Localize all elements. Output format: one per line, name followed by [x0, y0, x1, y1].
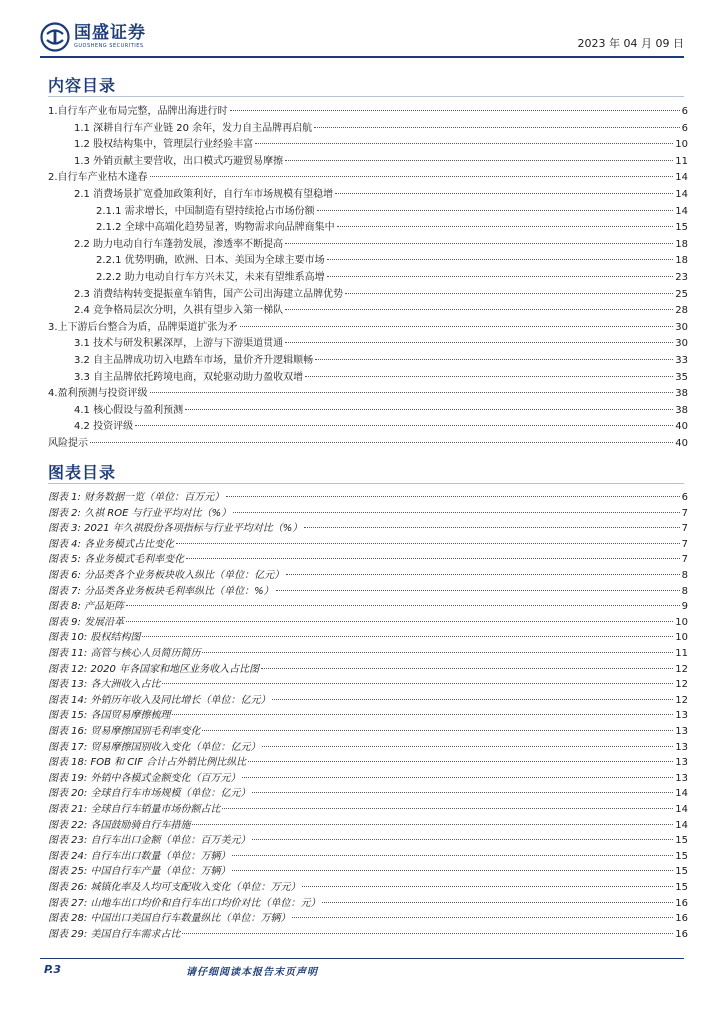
toc-entry-title: 4.1 核心假设与盈利预测 [74, 404, 184, 416]
figure-entry-page: 13 [675, 726, 688, 737]
toc-entry[interactable] [74, 121, 688, 137]
toc-entry-page: 18 [675, 255, 688, 267]
toc-entry[interactable] [74, 287, 688, 303]
dot-leader [202, 652, 673, 653]
figure-entry-page: 7 [681, 538, 688, 550]
figure-entry[interactable] [48, 771, 688, 787]
dot-leader [192, 824, 673, 825]
toc-entry[interactable] [74, 303, 688, 319]
toc-entry[interactable] [74, 154, 688, 170]
figure-entry-title: 图表 7: 分品类各业务板块毛利率纵比（单位：%） [48, 585, 274, 597]
dot-leader [327, 276, 674, 277]
figure-entry-title: 图表 19: 外销中各模式金额变化（百万元） [48, 772, 241, 784]
figure-entry-title: 图表 1: 财务数据一览（单位：百万元） [48, 492, 225, 503]
figure-entry[interactable] [48, 864, 688, 880]
figure-entry[interactable] [48, 818, 688, 834]
toc-entry-title: 1.3 外销贡献主要营收，出口模式巧避贸易摩擦 [74, 155, 284, 167]
toc-entry[interactable] [74, 370, 688, 386]
toc-entry[interactable] [96, 253, 688, 269]
figure-entry-page: 12 [675, 694, 688, 706]
dot-leader [345, 293, 673, 294]
dot-leader [285, 243, 673, 244]
figure-entry[interactable] [48, 630, 688, 646]
toc-entry-title: 1.1 深耕自行车产业链 20 余年，发力自主品牌再启航 [74, 122, 313, 134]
toc-entry-title: 3.3 自主品牌依托跨境电商，双轮驱动助力盈收双增 [74, 371, 304, 383]
dot-leader [126, 605, 680, 606]
figure-entry-title: 图表 29: 美国自行车需求占比 [48, 928, 181, 940]
toc-entry-page: 14 [675, 189, 688, 200]
figure-entry[interactable] [48, 755, 688, 771]
figure-entry-page: 15 [675, 835, 688, 847]
figure-entry-title: 图表 22: 各国鼓励骑自行车措施 [48, 819, 191, 831]
figure-entry[interactable] [48, 521, 688, 537]
toc-entry-page: 40 [675, 421, 688, 433]
toc-entry-title: 2.2.1 优势明确，欧洲、日本、美国为全球主要市场 [96, 255, 325, 267]
toc-entry-title: 3.上下游后台整合为盾，品牌渠道扩张为矛 [48, 321, 238, 333]
figure-entry[interactable] [48, 911, 688, 927]
figure-entry[interactable] [48, 537, 688, 553]
figure-entry-page: 7 [681, 554, 688, 566]
dot-leader [222, 808, 673, 809]
dot-leader [292, 917, 673, 918]
toc-entry-title: 2.2 助力电动自行车蓬勃发展，渗透率不断提高 [74, 238, 284, 250]
figures-heading: 图表目录 [48, 463, 117, 482]
dot-leader [202, 730, 673, 731]
dot-leader [285, 309, 673, 310]
toc-entry[interactable] [74, 137, 688, 153]
figure-entry-page: 14 [675, 788, 688, 800]
figure-entry-title: 图表 26: 城镇化率及人均可支配收入变化（单位：万元） [48, 882, 301, 893]
figure-entry[interactable] [48, 880, 688, 896]
guosheng-logo-icon [40, 22, 70, 52]
toc-entry[interactable] [74, 419, 688, 435]
toc-entry[interactable] [74, 403, 688, 419]
toc-entry-title: 3.2 自主品牌成功切入电踏车市场，量价齐升逻辑顺畅 [74, 355, 314, 366]
toc-entry[interactable] [48, 386, 688, 402]
dot-leader [232, 870, 673, 871]
figure-entry-page: 11 [675, 648, 688, 659]
dot-leader [276, 590, 680, 591]
toc-entry-page: 23 [675, 272, 688, 283]
figure-entry-page: 15 [675, 866, 688, 878]
figure-entry[interactable] [48, 677, 688, 693]
figure-entry[interactable] [48, 599, 688, 615]
toc-heading: 内容目录 [48, 76, 117, 95]
toc-entry-title: 2.2.2 助力电动自行车方兴未艾，未来有望维系高增 [96, 272, 325, 283]
dot-leader [261, 668, 673, 669]
figure-entry-page: 7 [681, 507, 688, 519]
dot-leader [327, 259, 674, 260]
toc-entry[interactable] [96, 270, 688, 286]
figure-entry[interactable] [48, 708, 688, 724]
toc-heading-underline [48, 96, 684, 97]
figure-entry-page: 8 [681, 570, 688, 581]
figure-entry[interactable] [48, 615, 688, 631]
toc-entry-title: 4.盈利预测与投资评级 [48, 388, 148, 400]
toc-entry[interactable] [96, 220, 688, 236]
dot-leader [230, 110, 680, 111]
figure-entry-title: 图表 8: 产品矩阵 [48, 601, 125, 613]
figure-entry-page: 13 [675, 757, 688, 769]
dot-leader [286, 574, 680, 575]
toc-entry-page: 14 [675, 172, 688, 184]
toc-entry-page: 11 [675, 155, 688, 167]
dot-leader [285, 342, 673, 343]
dot-leader [233, 512, 680, 513]
toc-entry-page: 6 [681, 122, 688, 134]
toc-entry[interactable] [48, 170, 688, 186]
dot-leader [255, 143, 673, 144]
figure-entry-page: 13 [675, 710, 688, 722]
figure-entry[interactable] [48, 802, 688, 818]
dot-leader [317, 210, 674, 211]
report-date: 2023 年 04 月 09 日 [577, 37, 684, 50]
figure-entry[interactable] [48, 740, 688, 756]
figure-entry-page: 10 [675, 632, 688, 644]
dot-leader [172, 714, 673, 715]
toc-entry[interactable] [48, 436, 688, 452]
figure-entry[interactable] [48, 662, 688, 678]
dot-leader [252, 792, 673, 793]
figure-entry[interactable] [48, 896, 688, 912]
dot-leader [186, 558, 680, 559]
dot-leader [314, 127, 679, 128]
disclaimer-note: 请仔细阅读本报告末页声明 [186, 967, 318, 978]
toc-entry[interactable] [74, 187, 688, 203]
toc-entry-page: 40 [675, 438, 688, 449]
figure-entry-title: 图表 27: 山地车出口均价和自行车出口均价对比（单位：元） [48, 897, 321, 909]
toc-entry[interactable] [96, 204, 688, 220]
toc-entry-page: 14 [675, 205, 688, 217]
toc-entry-title: 2.1.1 需求增长，中国制造有望持续抢占市场份额 [96, 205, 315, 217]
figure-entry[interactable] [48, 786, 688, 802]
figure-entry-page: 6 [681, 492, 688, 503]
dot-leader [304, 527, 679, 528]
figure-entry-page: 7 [681, 523, 688, 535]
figure-entry-title: 图表 3: 2021 年久祺股份各项指标与行业平均对比（%） [48, 523, 303, 535]
figure-entry-title: 图表 14: 外销历年收入及同比增长（单位：亿元） [48, 694, 271, 706]
dot-leader [285, 160, 673, 161]
toc-entry-title: 2.1.2 全球中高端化趋势显著，购物需求向品牌商集中 [96, 222, 335, 234]
figure-entry-title: 图表 25: 中国自行车产量（单位：万辆） [48, 866, 231, 878]
toc-entry-title: 2.3 消费结构转变提振童车销售，国产公司出海建立品牌优势 [74, 288, 344, 300]
figure-entry[interactable] [48, 693, 688, 709]
dot-leader [232, 855, 673, 856]
header-divider [40, 56, 684, 58]
dot-leader [150, 392, 674, 393]
figure-entry-page: 14 [675, 819, 688, 831]
dot-leader [185, 409, 673, 410]
toc-entry[interactable] [74, 353, 688, 369]
dot-leader [150, 176, 674, 177]
figure-entry[interactable] [48, 490, 688, 506]
dot-leader [262, 746, 673, 747]
page-header [40, 22, 684, 52]
toc-entry-page: 38 [675, 388, 688, 400]
toc-entry-title: 风险提示 [48, 438, 88, 449]
dot-leader [252, 839, 673, 840]
footer-divider [40, 958, 684, 959]
figure-entry-page: 13 [675, 741, 688, 753]
dot-leader [142, 636, 673, 637]
toc-entry[interactable] [48, 320, 688, 336]
dot-leader [240, 326, 674, 327]
dot-leader [182, 933, 673, 934]
figure-entry-title: 图表 18: FOB 和 CIF 合计占外销比例比纵比 [48, 757, 247, 769]
dot-leader [176, 543, 680, 544]
figure-entry-title: 图表 10: 股权结构图 [48, 632, 141, 644]
figure-entry-page: 16 [675, 913, 688, 925]
dot-leader [322, 902, 673, 903]
toc-entry-title: 1.自行车产业布局完整，品牌出海进行时 [48, 106, 228, 117]
toc-entry-page: 33 [675, 355, 688, 366]
figure-entry-title: 图表 21: 全球自行车销量市场份额占比 [48, 804, 221, 815]
figure-entry-title: 图表 2: 久祺 ROE 与行业平均对比（%） [48, 507, 232, 519]
figure-entry-title: 图表 20: 全球自行车市场规模（单位：亿元） [48, 788, 251, 800]
figure-entry[interactable] [48, 584, 688, 600]
toc-entry-page: 6 [681, 106, 688, 117]
figure-entry-title: 图表 4: 各业务模式占比变化 [48, 538, 175, 550]
figure-entry[interactable] [48, 506, 688, 522]
page-number: P.3 [44, 963, 62, 976]
dot-leader [162, 683, 673, 684]
toc-entry-page: 35 [675, 371, 688, 383]
figure-entry-title: 图表 12: 2020 年各国家和地区业务收入占比图 [48, 663, 260, 675]
figure-entry[interactable] [48, 849, 688, 865]
figure-entry-page: 10 [675, 616, 688, 628]
figure-entry-title: 图表 9: 发展沿革 [48, 616, 125, 628]
logo-name-en: GUOSHENG SECURITIES [74, 43, 144, 49]
figure-entry[interactable] [48, 724, 688, 740]
toc-entry-title: 1.2 股权结构集中，管理层行业经验丰富 [74, 139, 254, 151]
dot-leader [335, 193, 673, 194]
figure-entry-page: 12 [675, 663, 688, 675]
dot-leader [272, 699, 673, 700]
figure-entry[interactable] [48, 646, 688, 662]
figure-entry-title: 图表 16: 贸易摩擦国别毛利率变化 [48, 726, 201, 737]
toc-entry-page: 25 [675, 288, 688, 300]
figure-entry-page: 12 [675, 679, 688, 691]
toc-entry-page: 15 [675, 222, 688, 234]
figure-entry-title: 图表 11: 高管与核心人员简历简历 [48, 648, 201, 659]
dot-leader [337, 226, 674, 227]
toc-entry-page: 30 [675, 338, 688, 350]
figure-entry-title: 图表 28: 中国出口美国自行车数量纵比（单位：万辆） [48, 913, 291, 925]
figure-entry-page: 15 [675, 882, 688, 893]
figure-entry[interactable] [48, 927, 688, 943]
figure-entry-title: 图表 24: 自行车出口数量（单位：万辆） [48, 850, 231, 862]
dot-leader [315, 359, 673, 360]
figure-entry[interactable] [48, 833, 688, 849]
toc-entry[interactable] [74, 237, 688, 253]
toc-entry-page: 28 [675, 305, 688, 317]
toc-entry[interactable] [74, 336, 688, 352]
toc-entry-page: 18 [675, 238, 688, 250]
toc-entry-page: 38 [675, 404, 688, 416]
figure-entry-page: 14 [675, 804, 688, 815]
dot-leader [242, 777, 673, 778]
company-logo [40, 22, 146, 52]
figure-entry-page: 16 [675, 928, 688, 940]
figures-heading-underline [48, 483, 684, 484]
dot-leader [248, 761, 673, 762]
figure-entry-title: 图表 13: 各大洲收入占比 [48, 679, 161, 691]
figure-entry-page: 13 [675, 772, 688, 784]
toc-entry-title: 2.自行车产业枯木逢春 [48, 172, 148, 184]
dot-leader [90, 442, 673, 443]
figure-entry-page: 9 [681, 601, 688, 613]
figure-entry[interactable] [48, 552, 688, 568]
toc-entry-page: 10 [675, 139, 688, 151]
logo-name-cn: 国盛证券 [74, 23, 146, 43]
toc-entry-title: 2.1 消费场景扩宽叠加政策利好，自行车市场规模有望稳增 [74, 189, 334, 200]
toc-entry-title: 4.2 投资评级 [74, 421, 134, 433]
figure-entry-page: 8 [681, 585, 688, 597]
dot-leader [135, 425, 673, 426]
figure-entry-title: 图表 6: 分品类各个业务板块收入纵比（单位：亿元） [48, 570, 285, 581]
toc-entry-title: 3.1 技术与研发积累深厚，上游与下游渠道贯通 [74, 338, 284, 350]
figure-entry-page: 16 [675, 897, 688, 909]
dot-leader [305, 376, 673, 377]
figure-entry[interactable] [48, 568, 688, 584]
figure-entry-title: 图表 23: 自行车出口金额（单位：百万美元） [48, 835, 251, 847]
figure-entry-page: 15 [675, 850, 688, 862]
dot-leader [126, 621, 673, 622]
toc-entry[interactable] [48, 104, 688, 120]
toc-entry-title: 2.4 竞争格局层次分明，久祺有望步入第一梯队 [74, 305, 284, 317]
figure-entry-title: 图表 15: 各国贸易摩擦梳理 [48, 710, 171, 722]
toc-entry-page: 30 [675, 321, 688, 333]
figure-entry-title: 图表 5: 各业务模式毛利率变化 [48, 554, 185, 566]
dot-leader [302, 886, 673, 887]
dot-leader [226, 496, 680, 497]
figure-entry-title: 图表 17: 贸易摩擦国别收入变化（单位：亿元） [48, 741, 261, 753]
